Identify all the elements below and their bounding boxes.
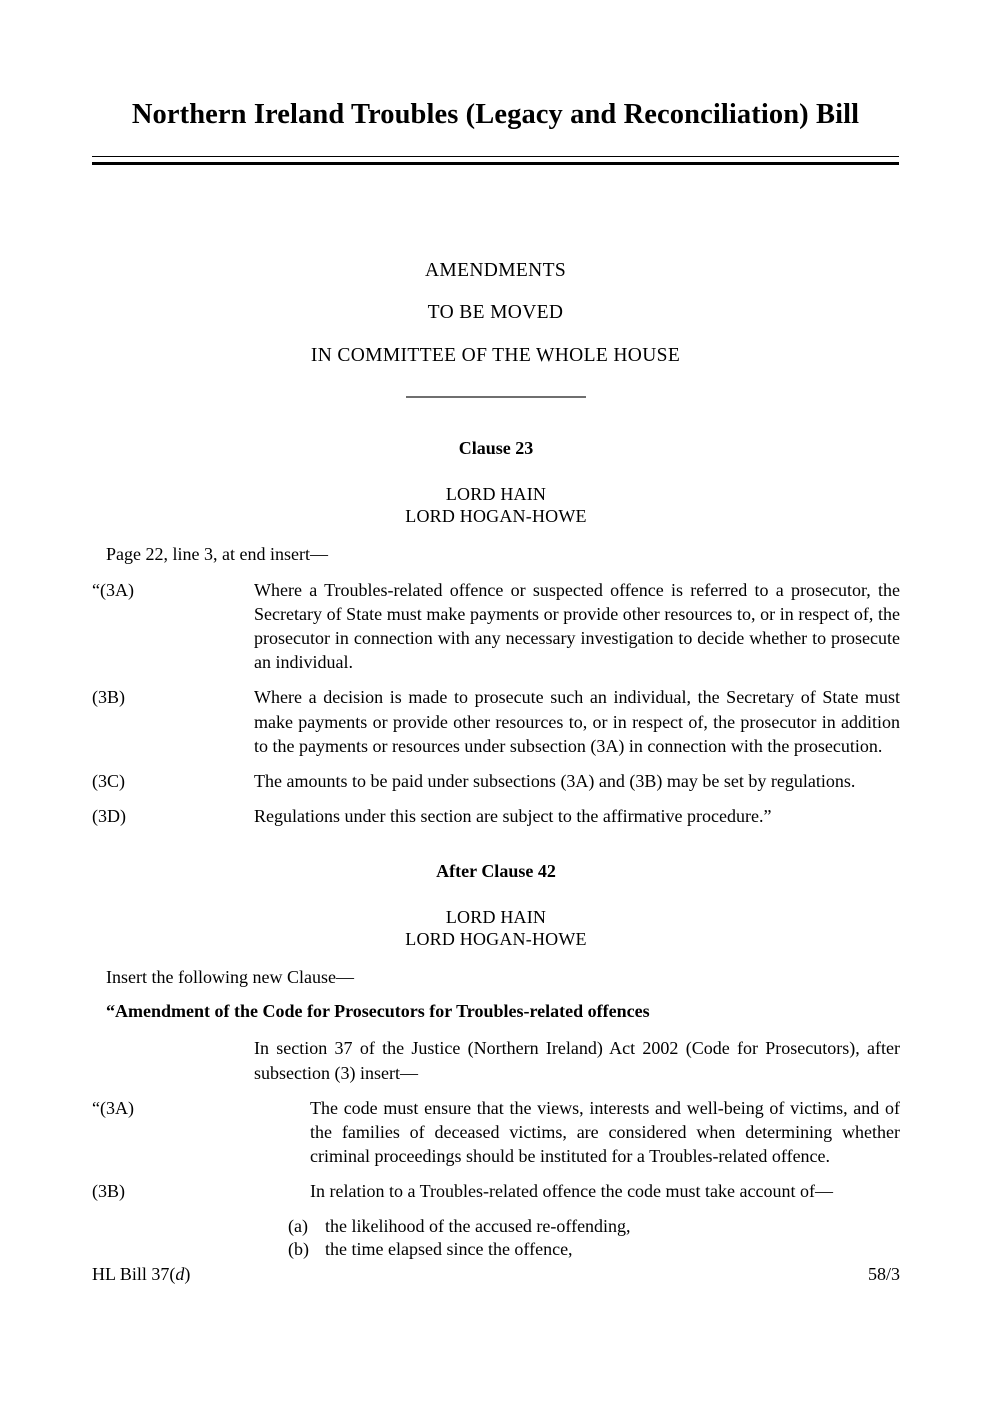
paragraph-marker: (3B) [92, 687, 125, 708]
subitem-marker: (b) [288, 1238, 309, 1259]
new-clause-intro: In section 37 of the Justice (Northern Ireland) Act 2002 (Code for Prosecutors), after subsection (3) insert— [254, 1038, 900, 1083]
sponsors-after-clause-42 [92, 907, 900, 951]
new-clause-lead-line: Insert the following new Clause— [106, 967, 354, 988]
page-title: Northern Ireland Troubles (Legacy and Reconciliation) Bill [131, 99, 860, 130]
paragraph-marker: “(3A) [92, 579, 134, 600]
sponsor-name: LORD HAIN [445, 907, 547, 928]
document-body [0, 438, 991, 1262]
sponsor-name: LORD HOGAN-HOWE [405, 929, 587, 950]
bill-number-suffix: ) [184, 1264, 191, 1284]
subitem-text: the time elapsed since the offence, [325, 1238, 573, 1259]
heading-amendments: AMENDMENTS [424, 259, 567, 281]
title-rule [92, 156, 899, 165]
amendment-paragraph [92, 578, 900, 675]
bill-number [92, 1264, 190, 1285]
new-clause-paragraph [92, 1096, 900, 1169]
page-footer [92, 1264, 900, 1285]
new-clause-paragraph [92, 1179, 900, 1203]
heading-to-be-moved: TO BE MOVED [427, 302, 564, 324]
section-title-after-clause-42: After Clause 42 [436, 861, 556, 882]
sponsor-name: LORD HAIN [445, 483, 547, 504]
bill-number-letter: d [175, 1264, 185, 1284]
title-block [0, 0, 991, 134]
new-clause-subitem [92, 1238, 900, 1261]
new-clause-title: “Amendment of the Code for Prosecutors for Troubles-related offences [106, 1001, 650, 1022]
heading-in-committee: IN COMMITTEE OF THE WHOLE HOUSE [310, 344, 681, 366]
sponsor-name: LORD HOGAN-HOWE [405, 505, 587, 526]
amendment-paragraph [92, 769, 900, 793]
heading-divider [406, 396, 586, 398]
amendment-lead-line: Page 22, line 3, at end insert— [106, 543, 328, 564]
new-clause-subitem [92, 1215, 900, 1238]
paragraph-marker: (3D) [92, 806, 126, 827]
paragraph-text: Where a decision is made to prosecute such an individual, the Secretary of State must make payments or provide other resources to, or in respect of, the prosecutor in addition to the payments or resources under subsection (3A) in connection with the prosecution. [254, 687, 900, 756]
paragraph-marker: “(3A) [92, 1097, 134, 1118]
paragraph-text: The amounts to be paid under subsections (3A) and (3B) may be set by regulations. [254, 771, 856, 792]
bill-number-prefix: HL Bill 37( [92, 1264, 176, 1284]
paragraph-text: Regulations under this section are subject to the affirmative procedure.” [254, 806, 772, 827]
section-spacer [92, 839, 900, 861]
subitem-text: the likelihood of the accused re-offending, [325, 1215, 631, 1236]
paragraph-text: The code must ensure that the views, interests and well-being of victims, and of the families of deceased victims, are considered when determining whether criminal proceedings should be instituted for a Troubles-related offence. [310, 1097, 900, 1167]
amendment-paragraph [92, 804, 900, 828]
paragraph-marker: (3B) [92, 1181, 125, 1202]
sponsors-clause-23 [92, 484, 900, 528]
subitem-marker: (a) [288, 1215, 308, 1236]
paragraph-marker: (3C) [92, 771, 125, 792]
page-reference: 58/3 [867, 1264, 900, 1284]
paragraph-text: Where a Troubles-related offence or suspected offence is referred to a prosecutor, the Secretary of State must make payments or provide other resources to, or in respect of, the prosecutor in connection with any necessary investigation to decide whether to prosecute an individual. [254, 579, 900, 673]
section-title-clause-23: Clause 23 [458, 437, 534, 458]
amendments-heading-block [0, 261, 991, 398]
amendment-paragraph [92, 685, 900, 758]
paragraph-text: In relation to a Troubles-related offence the code must take account of— [310, 1181, 833, 1202]
